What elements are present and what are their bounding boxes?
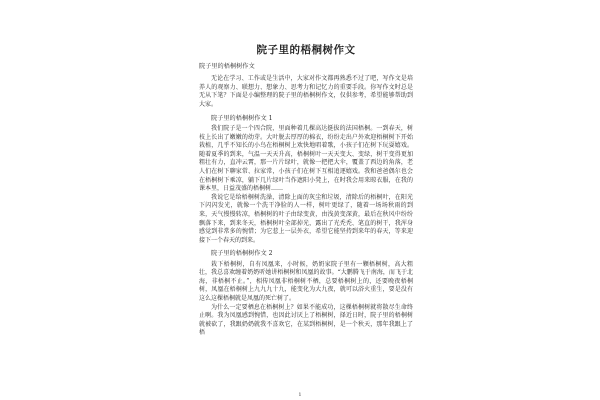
section-heading: 院子里的梧桐树作文 2 [211, 250, 273, 258]
document-subtitle: 院子里的梧桐树作文 [199, 63, 255, 70]
section-paragraph: 我说它是给梧桐树洗澡，清除上面的灰尘和垃圾，清除后的梧桐叶，在阳光下闪闪发光，就像一个洗干净脸的人一样，树叶更绿了，随着一场场秋雨的到来，天气慢慢转凉，梧桐树的叶子由绿变黄，由浅黄变深黄，最后在秋风中纷纷飘落下来，到来冬天，梧桐树叶全部掉光，露出了光秃秃、笔直的树干，我浑身感觉到非常多的惋惜；为它惹上一层外衣，希望它能坚持到来年的春天，等来迎接下一个春天的到来。 [199, 193, 413, 244]
intro-paragraph: 无论在学习、工作或是生活中，大家对作文都再熟悉不过了吧，写作文是培养人的观察力、联想力、想象力、思考力和记忆力的重要手段。你写作文时总是无从下笔？下面是小编整理的院子里的梧桐树作文，仅供参考，希望能够帮助到大家。 [199, 75, 413, 108]
page-number: 1 [298, 392, 302, 398]
section-paragraph: 栽下梧桐树，自有凤凰来，小时候，奶奶家院子里有一颗梧桐树，高大粗壮，我总喜欢缠着奶奶听她讲梧桐树和凤凰的故事。“大鹏腾飞于南海，而飞于北海，非梧桐不止。”，相传凤凰非梧桐树不栖，总要梧桐树上的，还要晚夜梧桐树，凤凰在梧桐树上九九九十九，能变化为大九夜，就可以浴火重生，要是没有这么这棵梧桐就是凤凰的死亡树了。 [199, 260, 413, 303]
section-paragraph: 为什么一定要栖息在梧桐树上？如果不能成功，这棵梧桐树就将散尽生命终止啊。我为凤凰感到惋惜，也因此讨厌上了梧桐树，择近日时，院子里的梧桐树就被砍了，我跟奶奶就我不喜欢它，在某到梧桐树，是一个秋天，那年我跟上了梧 [199, 303, 413, 337]
document-body [199, 42, 413, 338]
document-title: 院子里的梧桐树作文 [256, 44, 356, 56]
section-heading: 院子里的梧桐树作文 1 [211, 114, 273, 122]
section-paragraph: 我们院子是一个四合院，里面种着几棵高达挺拔的法国梧桐。一到春天，树枝上长出了嫩嫩的幼芽。大叶脱去厚厚的棉衣，纷纷走出户外欢迎梧桐树下开始栽植，几乎不知长的小鸟在梧桐树上欢快地唱着歌，小孩子们在树下玩耍嬉戏。随着夏季的到来，气温一天天升高，梧桐树叶一天天变大、变绿，树干变得更加粗壮有力，直冲云霄，那一片片绿叶，就像一把把大伞，覆盖了西边的角落，老人们在树下聊家常、拉家常，小孩子们在树下互相追逐嬉戏。我和爸爸偶尔也会在梧桐树下乘凉，躺下几片绿叶当作遮阳小凳上，在时我会用来晾衣服，在我的课本里，日益茂盛的梧桐树…… [199, 124, 413, 193]
